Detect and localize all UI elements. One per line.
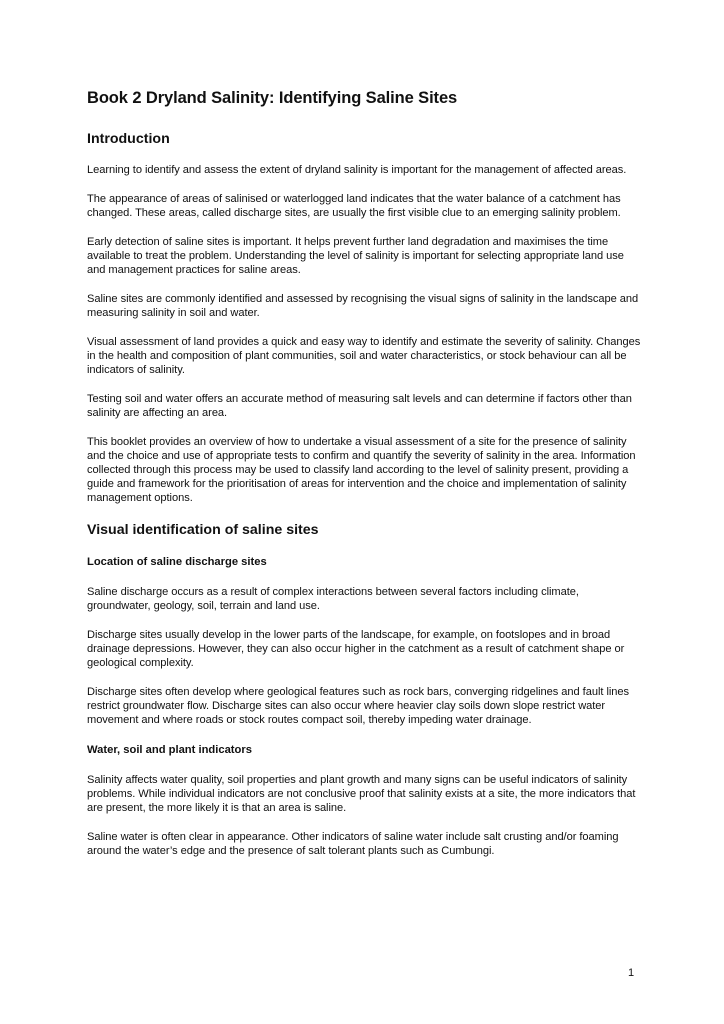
page-number: 1 xyxy=(628,967,635,979)
paragraph: Early detection of saline sites is important. It helps prevent further land degradation and maximises the time available to treat the problem. Understanding the level of salinity is important for selecting appropriate land use and management practices for saline areas. xyxy=(87,235,624,277)
paragraph: Visual assessment of land provides a quick and easy way to identify and estimate the severity of salinity. Changes in the health and composition of plant communities, soil and water characteristics, or stock behaviour can all be indicators of salinity. xyxy=(87,335,641,377)
paragraph: Testing soil and water offers an accurate method of measuring salt levels and can determine if factors other than salinity are affecting an area. xyxy=(87,392,632,419)
document-title: Book 2 Dryland Salinity: Identifying Saline Sites xyxy=(87,89,458,107)
section-heading-introduction: Introduction xyxy=(87,131,170,147)
subsection-heading-location: Location of saline discharge sites xyxy=(87,555,267,568)
paragraph: Saline discharge occurs as a result of complex interactions between several factors including climate, groundwater, geology, soil, terrain and land use. xyxy=(87,585,579,612)
section-heading-visual-identification: Visual identification of saline sites xyxy=(87,521,319,538)
subsection-heading-indicators: Water, soil and plant indicators xyxy=(87,743,252,756)
document-page xyxy=(87,86,643,873)
paragraph: The appearance of areas of salinised or waterlogged land indicates that the water balance of a catchment has changed. These areas, called discharge sites, are usually the first visible clue to an emerging salinity problem. xyxy=(87,192,621,219)
paragraph: Learning to identify and assess the extent of dryland salinity is important for the management of affected areas. xyxy=(87,164,627,176)
paragraph: Salinity affects water quality, soil properties and plant growth and many signs can be useful indicators of salinity problems. While individual indicators are not conclusive proof that salinity exists at a site, the more indicators that are present, the more likely it is that an area is saline. xyxy=(87,773,636,815)
paragraph: Saline water is often clear in appearance. Other indicators of saline water include salt crusting and/or foaming around the water’s edge and the presence of salt tolerant plants such as Cumbungi. xyxy=(87,830,619,858)
paragraph: Discharge sites usually develop in the lower parts of the landscape, for example, on footslopes and in broad drainage depressions. However, they can also occur higher in the catchment as a result of catchment shape or geological complexity. xyxy=(87,628,625,669)
paragraph: Discharge sites often develop where geological features such as rock bars, converging ridgelines and fault lines restrict groundwater flow. Discharge sites can also occur where heavier clay soils down slope restrict water movement and where roads or stock routes compact soil, thereby impeding water drainage. xyxy=(87,685,630,727)
paragraph: Saline sites are commonly identified and assessed by recognising the visual signs of salinity in the landscape and measuring salinity in soil and water. xyxy=(87,292,639,319)
paragraph: This booklet provides an overview of how to undertake a visual assessment of a site for the presence of salinity and the choice and use of appropriate tests to confirm and quantify the severity of salinity in the area. Information collected through this process may be used to classify land according to the level of salinity present, providing a guide and framework for the prioritisation of areas for intervention and the choice and implementation of salinity management options. xyxy=(87,435,636,505)
